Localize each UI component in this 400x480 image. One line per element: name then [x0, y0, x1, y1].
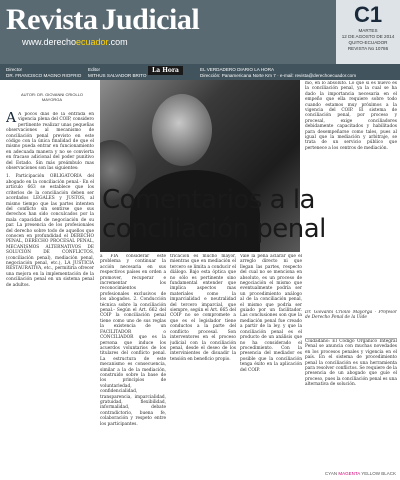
page-weekday: MARTES	[358, 28, 378, 33]
url-suffix: .com	[108, 37, 128, 47]
director-label: Director	[6, 67, 23, 72]
cyan-mark: CYAN	[324, 471, 338, 476]
revista-judicial-logo	[6, 3, 199, 37]
column-1-body: 1. Participación OBLIGATORIA del abogado en la conciliación penal.- En el artículo 663 se establece que los criterios de la conciliación deben ser acordados LEGALES y JUSTOS, al mismo tiempo que las partes intenten del conflicto sin sentirse que sus derechos han sido conculcados por la mala capacidad de negociación de su par. La presencia de los profesionales del derecho sobre todo de aquellos que conocen en profundidad el DERECHO PENAL, DERECHO PROCESAL PENAL, MECANISMOS ALTERNATIVOS DE SOLUCIÓN DE CONFLICTOS, (conciliación penal), mediación penal, negociación penal, etc.), LA JUSTICIA RESTAURATIVA, etc., permitiría ofrecer una mejora en la implementación de la conciliación penal en un sistema penal de adultos.	[6, 174, 94, 288]
website-url[interactable]	[22, 37, 128, 47]
page-issue: REVISTA No 10786	[347, 46, 389, 51]
drop-cap: A	[6, 112, 17, 126]
article-column-right: mo, en lo absoluto. Lo que si es nuevo es la conciliación penal, ya la cual se ha dado la importancia necesaria en el empeño que ella requiere sobre todo cuando estamos muy próximos a la vigencia del COIP. El sistema de conciliación penal, por proceso y procesal, exige conciliadores debidamente capacitados y habilitados para desempeñarse como tales, pues al igual que la mediación y arbitraje, se trata de un servicio público que pertenece a los centros de mediación.	[305, 81, 397, 151]
magenta-mark: MAGENTA	[338, 471, 361, 476]
logo-word-judicial: Judicial	[101, 3, 200, 36]
black-mark: BLACK	[381, 471, 396, 476]
la-hora-logo: La Hora	[148, 66, 183, 75]
editor-label: Editor	[88, 67, 101, 72]
byline-author: AUTOR: DR. GIOVANNI CRIOLLO	[20, 92, 84, 97]
article-column-1	[6, 112, 94, 472]
contact-line: Dirección: Panamericana Norte Km 7 · e-mail: revista@derechoecuador.com	[200, 72, 357, 78]
article-column-2: a FIA considerar este problema y continuar la acción necesaria en sus respectivos países en orden a promover, recuperar e incrementar los reconocimientos profesionales exclusivos de los abogados. 2. Conducción técnica sobre la conciliación penal.- Según el Art. 662 del COIP la conciliación penal tiene como uno de sus reglas la existencia de un FACILITADOR o CONCILIADOR que es la persona que induce los acuerdos voluntarios de los titulares del conflicto penal. La estructura de este mecanismo es consecuencia, similar a la de la mediación, construido sobre la base de los principios de voluntariedad, confidencialidad, transparencia, imparcialidad, gratuidad, flexibilidad, informalidad, debate contradictorio, buena fe, colaboración y respeto entre los participantes.	[100, 254, 166, 427]
editor-credit	[88, 67, 146, 78]
yellow-mark: YELLOW	[361, 471, 380, 476]
director-credit	[6, 67, 81, 78]
page-number: C1	[353, 2, 383, 27]
url-prefix: www.derecho	[22, 37, 77, 47]
page-id-box	[336, 0, 400, 64]
color-marks	[325, 471, 396, 476]
byline	[12, 92, 92, 102]
credits-bar	[0, 64, 400, 80]
url-highlight: ecuador	[76, 37, 109, 47]
page-edition: QUITO-ECUADOR	[348, 40, 388, 45]
editor-name: MITHUS SALVADOR BRITO	[88, 72, 147, 78]
page-date: 12 DE AGOSTO DE 2014	[341, 34, 395, 39]
contact-info	[200, 67, 390, 78]
logo-word-revista: Revista	[6, 3, 98, 36]
article-column-4: Vale la pena aclarar que el arreglo directo ni que llegan las partes, respecto del cual no se menciona en absoluto, es un proceso de negociación el mismo que eventualmente podría ser un procedimiento análogo al de la conciliación penal, el mismo que podría ser guiado por un facilitador. Las conclusiones son que la mediación penal fue creado a partir de la ley, y que la conciliación penal es el producto de un análisis que no ha considerado el procedimiento. Con la presencia del mediador es posible que la conciliación tenga éxito en la aplicación del COIP.	[240, 254, 302, 373]
column-1-intro: A pocos días de la entrada en vigencia plena del COIP, considero pertinente realizar unas pequeñas observaciones al mecanismo de conciliación penal previsto en este código con la única finalidad de que el mismo pueda entrar en funcionamiento en adecuada manera y no se convierta en fracaso adicional del poder punitivo del Estado. Sin más preámbulo mas observaciones son las siguientes:	[6, 112, 94, 172]
masthead	[0, 0, 400, 64]
article-column-3: tricación es mucho mayor, mientras que en mediación el tercero se limita a conducir el diálogo. Bajo esta óptica que no sólo es pertinente sino fundamental entender que implica aspectos mas materiales como la imparcialidad e neutralidad del tercero imparcial, que siempre, según el Art. 665 del COIP no se compromete a que es el legislador tiene conductos a la parte del conflicto procesal. Son interventores en el proceso judicial con la conciliación penal, desde el deseo de los intervinientes de disuadir la tensión en beneficio propio.	[170, 254, 236, 362]
paper-slogan: EL VERDADERO DIARIO LA HORA	[200, 67, 275, 72]
article-headline: Comentarios a la conciliación penal	[102, 185, 326, 244]
author-note: Dr. Giovanni Criollo Mayorga · Profesor de Derecho Penal de la Uide	[305, 310, 397, 321]
director-name: DR. FRANCISCO MAGNO RIOFRIO	[6, 72, 82, 78]
brief-box: Ciudadano: El Código Orgánico Integral Penal se anuncia con muchas novedades en los procesos penales y vigencia en el país. En el sistema de procedimiento penal la conciliación es una herramienta para resolver conflictos. Se requiere de la presencia de un abogado que guíe el proceso, pues la conciliación penal es una alternativa de solución.	[305, 338, 397, 439]
photo-figure-head	[152, 94, 212, 166]
byline-affiliation: MAYORGA	[41, 97, 63, 102]
